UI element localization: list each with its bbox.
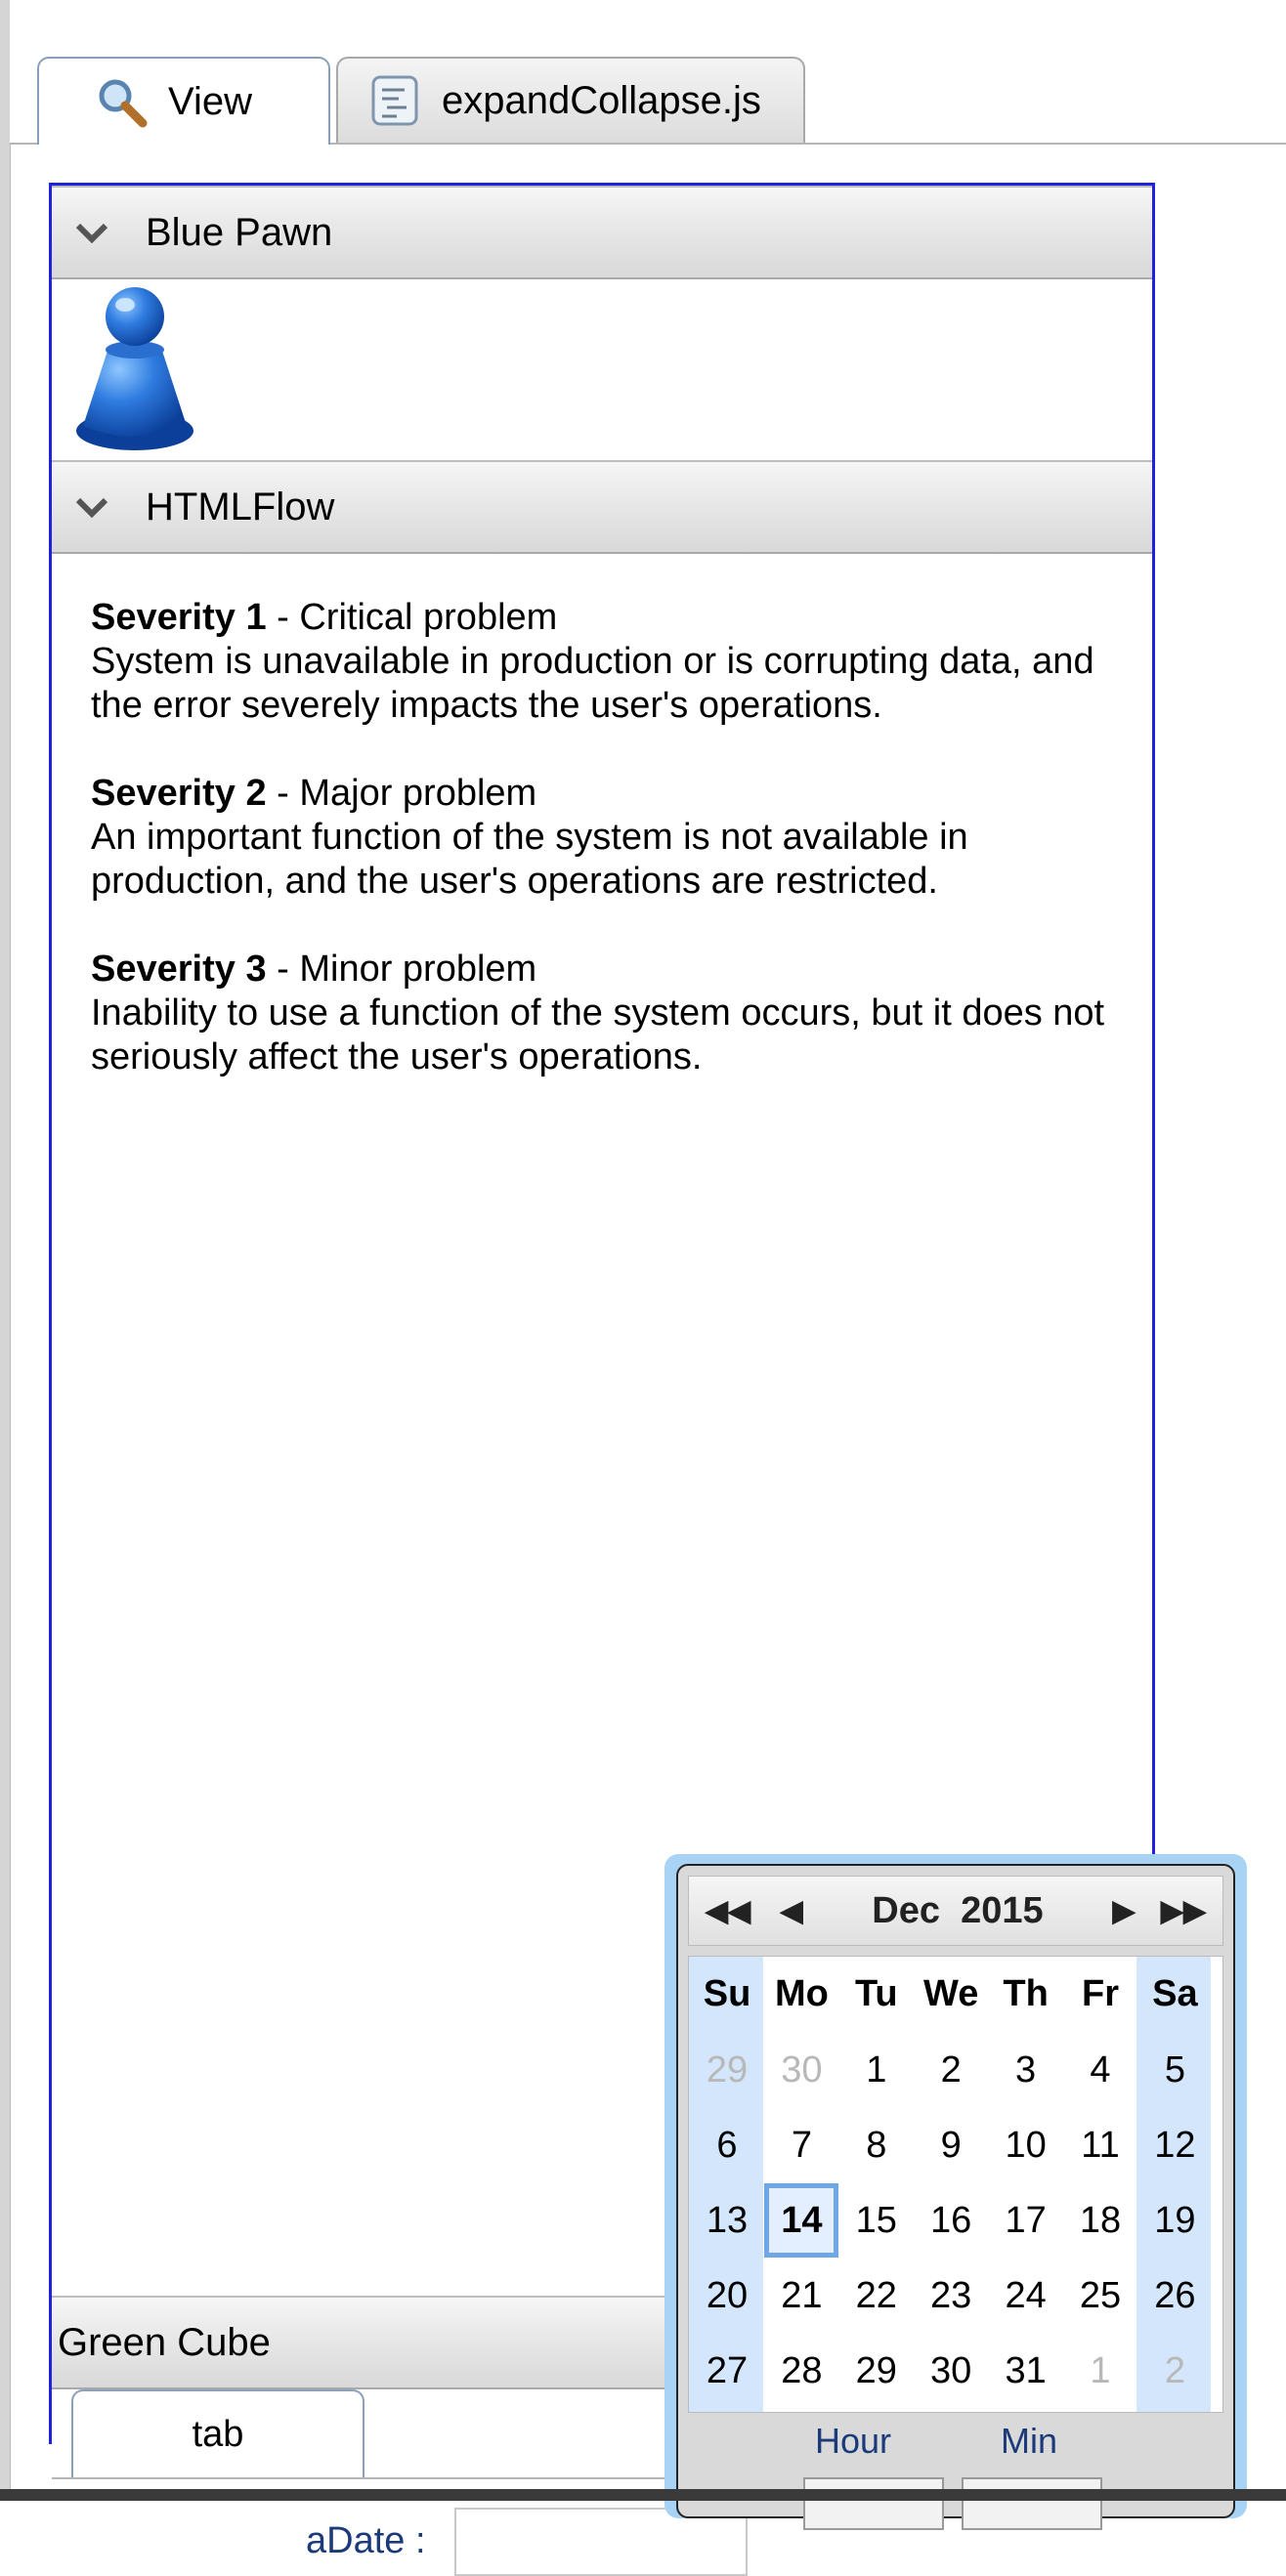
calendar-day[interactable]: 24 [1005,2274,1047,2316]
datepicker-header [688,1876,1223,1946]
calendar-day[interactable]: 3 [1015,2048,1037,2090]
calendar-day[interactable]: 12 [1154,2124,1196,2166]
magnifier-icon [94,74,149,129]
calendar-day[interactable]: 20 [706,2274,749,2316]
blue-pawn-image [71,279,228,460]
prev-year-button[interactable]: ◀◀ [705,1894,751,1927]
calendar-day[interactable]: 30 [930,2349,972,2391]
min-label: Min [1001,2421,1058,2461]
chevron-down-icon [75,496,114,518]
calendar-day[interactable]: 31 [1005,2349,1047,2391]
calendar-day[interactable]: 10 [1005,2124,1047,2166]
min-select[interactable] [962,2477,1102,2530]
chevron-down-icon [75,222,114,243]
calendar-day[interactable]: 2 [940,2048,962,2090]
severity-summary: - Critical problem [266,597,558,638]
weekday-header: We [923,1972,979,2014]
calendar-day[interactable]: 18 [1079,2199,1122,2241]
calendar-day[interactable]: 23 [930,2274,972,2316]
calendar-day[interactable]: 21 [781,2274,823,2316]
severity-description: System is unavailable in production or is corrupting data, and the error severely impacts the user's operations. [91,641,1094,726]
weekday-header: Sa [1152,1972,1198,2014]
calendar-day[interactable]: 26 [1154,2274,1196,2316]
weekday-header: Mo [774,1972,829,2014]
calendar-day[interactable]: 19 [1154,2199,1196,2241]
calendar-day[interactable]: 15 [855,2199,897,2241]
weekday-header: Su [703,1972,751,2014]
calendar-day[interactable]: 4 [1090,2048,1111,2090]
calendar-day[interactable]: 7 [791,2124,812,2166]
weekday-header: Th [1003,1972,1049,2014]
hour-select[interactable] [803,2477,944,2530]
severity-title: Severity 3 [91,949,267,990]
tab-tab[interactable] [71,2389,364,2477]
tab-expandcollapse-js[interactable] [336,57,805,143]
calendar-day[interactable]: 16 [930,2199,972,2241]
top-tab-bar [10,0,1286,145]
calendar-day[interactable]: 29 [855,2349,897,2391]
calendar-day-selected[interactable]: 14 [764,2183,838,2258]
severity-title: Severity 1 [91,597,267,638]
script-file-icon [367,73,422,128]
next-year-button[interactable]: ▶▶ [1160,1894,1207,1927]
weekday-header: Tu [854,1972,898,2014]
tab-file-label: expandCollapse.js [442,78,761,122]
section-header-htmlflow[interactable] [52,460,1152,554]
calendar-day[interactable]: 28 [781,2349,823,2391]
section-title-htmlflow: HTMLFlow [146,485,335,528]
calendar-day[interactable]: 13 [706,2199,749,2241]
window-left-edge [0,0,11,2501]
calendar-day[interactable]: 8 [866,2124,887,2166]
section-title-blue-pawn: Blue Pawn [146,210,333,254]
month-label: Dec [872,1890,941,1931]
calendar-day[interactable]: 22 [855,2274,897,2316]
calendar-grid [688,1956,1223,2413]
tab-view-label: View [168,79,252,123]
tab-label: tab [192,2413,244,2455]
severity-title: Severity 2 [91,773,267,814]
adate-label: aDate : [306,2520,426,2561]
tab-view[interactable] [37,57,330,145]
section-title-green-cube: Green Cube [58,2320,271,2364]
weekday-header: Fr [1082,1972,1119,2014]
month-year-label[interactable] [836,1877,1080,1945]
calendar-day[interactable]: 1 [866,2048,887,2090]
calendar-day[interactable]: 30 [781,2048,823,2090]
calendar-day[interactable]: 27 [706,2349,749,2391]
severity-block [91,772,1127,904]
severity-description: Inability to use a function of the system occurs, but it does not seriously affect the user's operations. [91,992,1105,1077]
htmlflow-content [91,596,1127,1123]
calendar-day[interactable]: 2 [1164,2349,1185,2391]
calendar-day[interactable]: 25 [1079,2274,1122,2316]
calendar-day[interactable]: 29 [706,2048,749,2090]
calendar-day[interactable]: 1 [1090,2349,1111,2391]
severity-block [91,596,1127,728]
severity-summary: - Major problem [266,773,537,814]
calendar-day[interactable]: 17 [1005,2199,1047,2241]
calendar-day[interactable]: 9 [940,2124,962,2166]
section-header-blue-pawn[interactable] [52,186,1152,279]
prev-month-button[interactable]: ◀ [780,1894,803,1927]
datepicker [676,1864,1235,2518]
severity-description: An important function of the system is not available in production, and the user's operations are restricted. [91,817,968,902]
calendar-day[interactable]: 5 [1164,2048,1185,2090]
window-bottom-bar [0,2489,1286,2501]
next-month-button[interactable]: ▶ [1112,1894,1136,1927]
year-label: 2015 [961,1890,1044,1931]
hour-label: Hour [815,2421,892,2461]
severity-block [91,948,1127,1079]
calendar-day[interactable]: 6 [716,2124,738,2166]
severity-summary: - Minor problem [266,949,537,990]
calendar-day[interactable]: 11 [1081,2124,1120,2166]
